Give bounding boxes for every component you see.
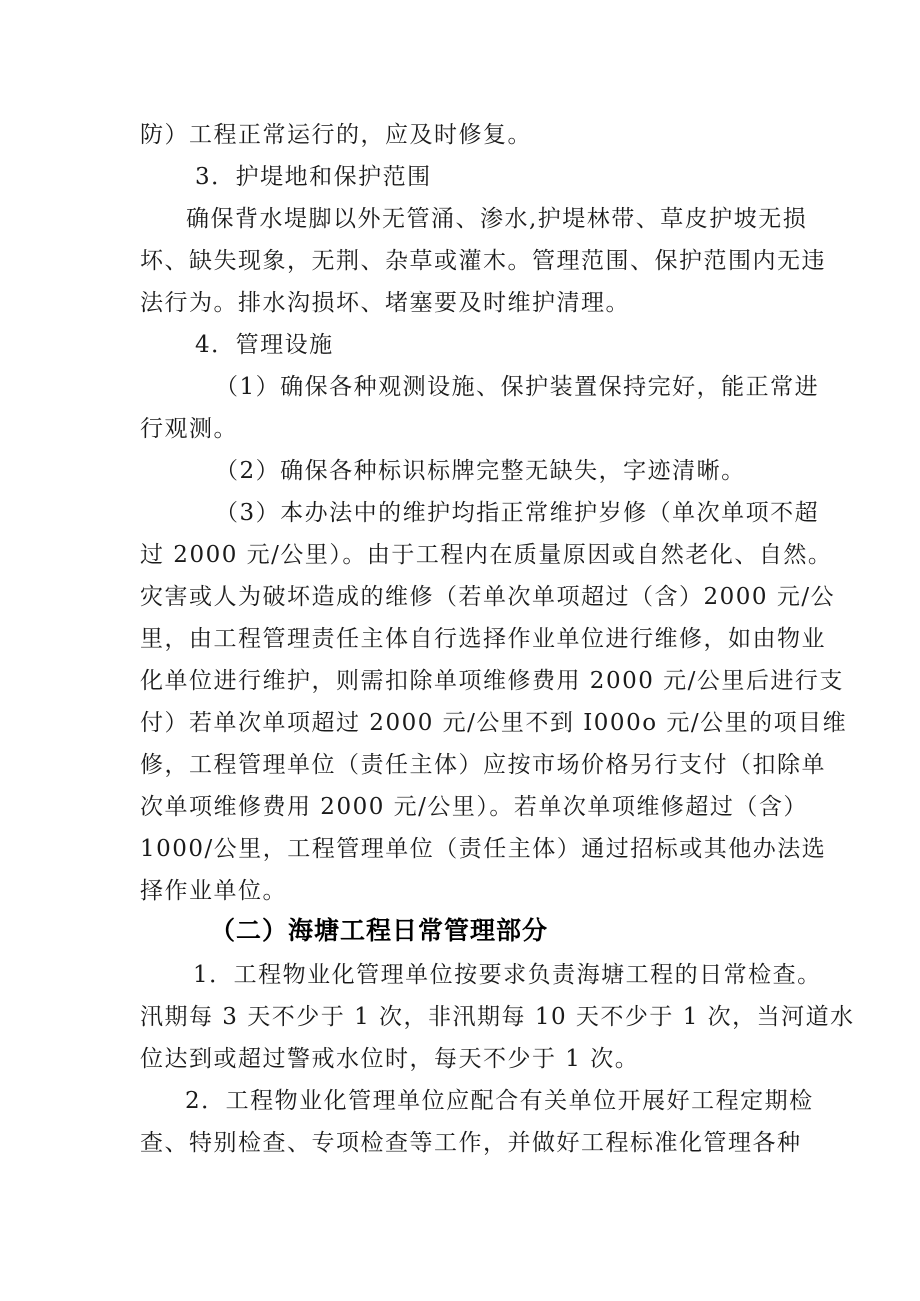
paragraph-line: 查、特别检查、专项检查等工作，并做好工程标准化管理各种 [140, 1130, 802, 1156]
paragraph-line: 法行为。排水沟损坏、堵塞要及时维护清理。 [140, 290, 630, 316]
paragraph-line: 防）工程正常运行的，应及时修复。 [140, 122, 532, 148]
list-item-3: （3）本办法中的维护均指正常维护岁修（单次单项不超 [215, 500, 820, 526]
paragraph-line: 确保背水堤脚以外无管涌、渗水,护堤林带、草皮护坡无损 [186, 206, 808, 232]
paragraph-line: 修，工程管理单位（责任主体）应按市场价格另行支付（扣除单 [140, 752, 826, 778]
paragraph-line: 汛期每 3 天不少于 1 次，非汛期每 10 天不少于 1 次，当河道水 [140, 1004, 855, 1030]
paragraph-line: 位达到或超过警戒水位时，每天不少于 1 次。 [140, 1046, 640, 1072]
paragraph-line: 择作业单位。 [140, 878, 287, 904]
list-item-2: （2）确保各种标识标牌完整无缺失，字迹清晰。 [215, 458, 746, 484]
paragraph-line: 1000/公里，工程管理单位（责任主体）通过招标或其他办法选 [140, 836, 827, 862]
paragraph-line: 付）若单次单项超过 2000 元/公里不到 I000o 元/公里的项目维 [140, 710, 848, 736]
paragraph-line: 2．工程物业化管理单位应配合有关单位开展好工程定期检 [185, 1088, 814, 1114]
paragraph-line: 化单位进行维护，则需扣除单项维修费用 2000 元/公里后进行支 [140, 668, 844, 694]
paragraph-line: 行观测。 [140, 416, 238, 442]
section-heading-3: 3．护堤地和保护范围 [195, 164, 432, 190]
paragraph-line: 里，由工程管理责任主体自行选择作业单位进行维修，如由物业 [140, 626, 826, 652]
paragraph-line: 1．工程物业化管理单位按要求负责海塘工程的日常检查。 [193, 962, 822, 988]
paragraph-line: 次单项维修费用 2000 元/公里）。若单次单项维修超过（含） [140, 794, 808, 820]
list-item-1: （1）确保各种观测设施、保护装置保持完好，能正常进 [215, 374, 820, 400]
section-heading-4: 4．管理设施 [195, 332, 334, 358]
section-heading-2: （二）海塘工程日常管理部分 [210, 916, 549, 945]
paragraph-line: 过 2000 元/公里）。由于工程内在质量原因或自然老化、自然。 [140, 542, 833, 568]
paragraph-line: 坏、缺失现象，无荆、杂草或灌木。管理范围、保护范围内无违 [140, 248, 826, 274]
paragraph-line: 灾害或人为破坏造成的维修（若单次单项超过（含）2000 元/公 [140, 584, 836, 610]
